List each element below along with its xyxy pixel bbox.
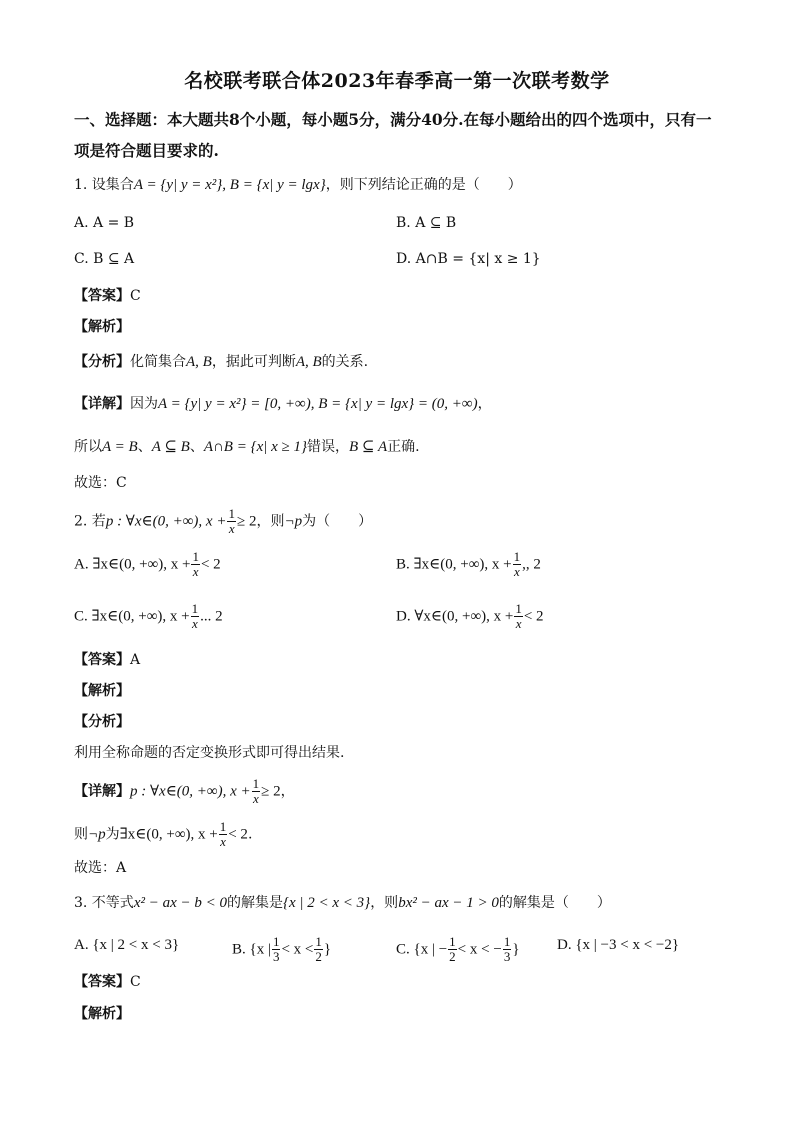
q1-analysis-tag	[74, 317, 130, 337]
fraction-denominator: x	[228, 521, 235, 536]
q2-fraction	[227, 507, 236, 536]
q2-option-d-text: D. ∀x∈(0, +∞), x +	[396, 608, 514, 625]
q2-option-a-fraction	[191, 550, 200, 579]
fraction-denominator: 2	[449, 949, 456, 964]
q1-answer	[74, 286, 141, 306]
q3-answer-value: C	[130, 974, 141, 990]
q2-then-end: .	[247, 826, 253, 843]
q3-math-2: {x | 2 < x < 3}	[283, 895, 371, 911]
fraction-denominator: x	[191, 616, 198, 631]
q3-option-c-a: C. {x | −	[396, 941, 448, 958]
q3-option-b-fraction-1	[272, 935, 281, 964]
q3-prefix: 3. 不等式	[74, 895, 134, 911]
q2-detail-inequality: ≥ 2	[261, 783, 281, 800]
fraction-denominator: 2	[315, 949, 322, 964]
q2-option-c	[74, 602, 223, 631]
answer-tag: 【答案】	[74, 974, 130, 990]
q2-option-a	[74, 550, 221, 579]
q3-analysis-tag	[74, 1004, 130, 1024]
q2-option-b-text: B. ∃x∈(0, +∞), x +	[396, 556, 512, 573]
q2-option-a-text: A. ∃x∈(0, +∞), x +	[74, 556, 191, 573]
q3-option-c-c: }	[512, 941, 520, 958]
question-1	[74, 175, 522, 195]
page-title: 名校联考联合体2023年春季高一第一次联考数学	[184, 70, 610, 92]
fenxi-tag: 【分析】	[74, 714, 130, 730]
q1-fenxi-math-1: A, B	[186, 354, 212, 370]
q2-detail-tail: ，	[280, 783, 295, 800]
q1-fenxi-math-2: A, B	[295, 354, 322, 370]
answer-tag: 【答案】	[74, 652, 130, 668]
q3-math-3: bx² − ax − 1 > 0	[398, 895, 499, 911]
q2-choose	[74, 858, 126, 878]
detail-tag: 【详解】	[74, 396, 130, 412]
q2-option-d	[396, 602, 544, 631]
q1-detail-text-b: ，	[477, 396, 492, 412]
q2-detail-math: p : ∀x∈(0, +∞), x +	[130, 783, 251, 800]
detail-tag: 【详解】	[74, 783, 130, 800]
choose-label: 故选：	[74, 860, 116, 876]
q3-math-1: x² − ax − b < 0	[133, 895, 227, 911]
q2-option-c-fraction	[191, 602, 200, 631]
q2-suffix: 为（ ）	[302, 513, 373, 530]
q1-option-b: B. A ⊆ B	[396, 215, 457, 231]
q2-proposition: p : ∀x∈(0, +∞), x +	[105, 513, 227, 530]
fenxi-tag: 【分析】	[74, 354, 130, 370]
q1-fenxi-text-b: ，据此可判断	[211, 354, 296, 370]
q2-then-math: ∃x∈(0, +∞), x +	[119, 826, 218, 843]
fraction-numerator: 1	[449, 934, 456, 949]
fraction-denominator: 3	[272, 949, 280, 964]
q3-mid-1: 的解集是	[227, 895, 283, 911]
fraction-numerator: 1	[272, 934, 280, 949]
q2-option-c-tail: ... 2	[200, 608, 223, 625]
q3-option-b-a: B. {x |	[232, 941, 271, 958]
q3-option-a-text: A. {x | 2 < x < 3}	[74, 937, 180, 953]
fraction-numerator: 1	[315, 934, 322, 949]
q2-negation: ¬p	[284, 513, 303, 530]
choose-label: 故选：	[74, 475, 116, 491]
q1-option-d: D. A∩B = {x| x ≥ 1}	[396, 251, 541, 267]
q1-conclusion-text-b: 错误，	[307, 439, 350, 455]
q2-option-c-text: C. ∃x∈(0, +∞), x +	[74, 608, 190, 625]
q3-option-d	[557, 935, 679, 955]
q2-then-text-b: 为	[105, 826, 120, 843]
fraction-numerator: 1	[228, 506, 235, 521]
q2-analysis-tag	[74, 681, 130, 701]
q3-option-c-fraction-2	[503, 935, 512, 964]
q1-fenxi-text-a: 化简集合	[130, 354, 186, 370]
q1-conclusion	[74, 437, 420, 457]
q3-suffix: 的解集是（ ）	[498, 895, 611, 911]
analysis-tag: 【解析】	[74, 1006, 130, 1022]
q3-mid-2: ，则	[370, 895, 399, 911]
fraction-numerator: 1	[219, 819, 227, 834]
q2-then	[74, 820, 252, 849]
fraction-numerator: 1	[515, 601, 522, 616]
section-heading: 一、选择题：本大题共8个小题，每小题5分，满分40分.在每小题给出的四个选项中，只有一项是符合题目要求的.	[74, 110, 712, 160]
q2-then-tail: < 2	[228, 826, 248, 843]
answer-tag: 【答案】	[74, 288, 130, 304]
q2-option-d-tail: < 2	[523, 608, 544, 625]
fraction-numerator: 1	[252, 776, 260, 791]
q1-detail	[74, 394, 492, 414]
analysis-tag: 【解析】	[74, 319, 130, 335]
q2-option-a-tail: < 2	[200, 556, 221, 573]
q1-fenxi	[74, 352, 368, 372]
fraction-denominator: x	[513, 564, 520, 579]
q2-option-b	[396, 550, 541, 579]
fraction-denominator: 3	[503, 949, 511, 964]
q3-option-c-fraction-1	[448, 935, 457, 964]
q2-prefix: 2. 若	[74, 513, 106, 530]
q2-option-d-fraction	[514, 602, 523, 631]
q1-conclusion-math-1: A = B	[102, 439, 138, 455]
q1-conclusion-math-4: B ⊆ A	[349, 439, 388, 455]
q2-option-b-fraction	[513, 550, 522, 579]
q2-fenxi-text: 利用全称命题的否定变换形式即可得出结果.	[74, 745, 345, 761]
fraction-numerator: 1	[192, 549, 199, 564]
fraction-numerator: 1	[191, 601, 199, 616]
q1-conclusion-text-c: 正确.	[387, 439, 420, 455]
analysis-tag: 【解析】	[74, 683, 130, 699]
q1-suffix: ，则下列结论正确的是（ ）	[325, 177, 522, 193]
q2-detail-fraction	[252, 777, 261, 806]
q3-option-b-fraction-2	[314, 935, 323, 964]
fraction-denominator: x	[253, 791, 259, 806]
q1-choose-value: C	[116, 475, 127, 491]
fraction-numerator: 1	[503, 934, 511, 949]
q2-fenxi-tag	[74, 712, 130, 732]
q2-detail	[74, 777, 295, 806]
question-2	[74, 507, 372, 536]
fraction-denominator: x	[220, 834, 226, 849]
q1-detail-math: A = {y| y = x²} = [0, +∞), B = {x| y = lgx} = (0, +∞)	[158, 396, 478, 412]
q3-option-b	[232, 935, 331, 964]
q1-answer-value: C	[130, 288, 141, 304]
q1-option-c: C. B ⊆ A	[74, 251, 135, 267]
q1-conclusion-sep-1: 、	[137, 439, 152, 455]
q1-detail-text-a: 因为	[130, 396, 158, 412]
q3-option-c-b: < x < −	[457, 941, 502, 958]
q2-mid: ，则	[256, 513, 285, 530]
question-3	[74, 893, 611, 913]
q1-prefix: 1. 设集合	[74, 177, 134, 193]
q1-conclusion-sep-2: 、	[189, 439, 204, 455]
q3-option-a	[74, 935, 179, 955]
q1-option-a: A. A = B	[74, 215, 135, 231]
q2-choose-value: A	[116, 860, 127, 876]
q3-option-b-b: < x <	[281, 941, 314, 958]
q1-choose	[74, 473, 127, 493]
q3-answer	[74, 972, 141, 992]
q3-option-c	[396, 935, 520, 964]
q2-then-fraction	[219, 820, 228, 849]
q1-conclusion-text-a: 所以	[74, 439, 102, 455]
q2-answer-value: A	[130, 652, 141, 668]
fraction-denominator: x	[515, 616, 522, 631]
q2-then-text-a: 则	[74, 826, 88, 843]
q1-conclusion-math-2: A ⊆ B	[151, 439, 190, 455]
q2-then-negation: ¬p	[88, 826, 106, 843]
q3-option-b-c: }	[323, 941, 332, 958]
q2-option-b-tail: ,, 2	[522, 556, 541, 573]
q1-sets: A = {y| y = x²}, B = {x| y = lgx}	[133, 177, 326, 193]
q2-answer	[74, 650, 140, 670]
fraction-denominator: x	[192, 564, 199, 579]
q1-conclusion-math-3: A∩B = {x| x ≥ 1}	[203, 439, 308, 455]
fraction-numerator: 1	[513, 549, 521, 564]
q3-option-d-text: D. {x | −3 < x < −2}	[557, 937, 680, 953]
q2-inequality: ≥ 2	[236, 513, 257, 530]
q1-fenxi-text-c: 的关系.	[321, 354, 369, 370]
